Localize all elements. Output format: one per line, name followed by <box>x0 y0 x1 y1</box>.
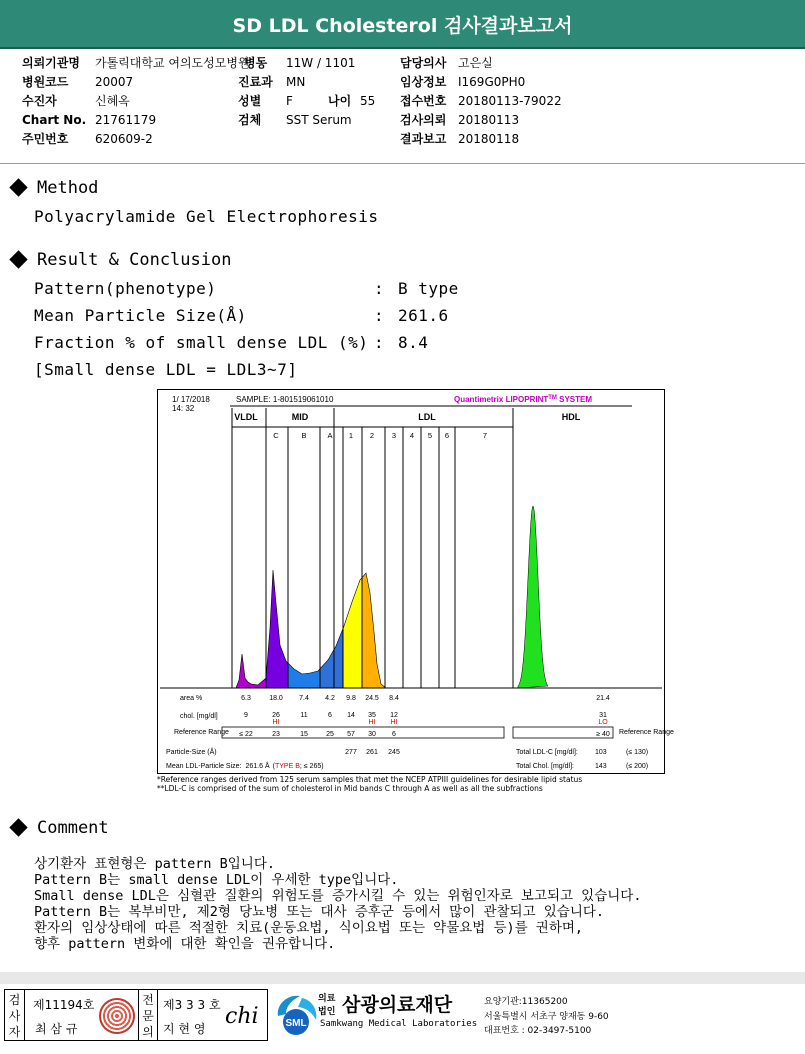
receipt-label: 접수번호 <box>400 94 447 108</box>
receipt-value: 20180113-79022 <box>458 94 562 108</box>
chol-flag-6: HI <box>390 719 398 726</box>
ref-value-1: 23 <box>272 731 280 738</box>
request-value: 20180113 <box>458 113 520 127</box>
lipoprint-chart-svg <box>158 390 674 773</box>
particle-size-label: Particle-Size (Å) <box>166 749 217 756</box>
result-heading <box>10 250 231 270</box>
chol-flag-1: HI <box>272 719 280 726</box>
age-field <box>328 92 376 111</box>
mean-size-label: Mean Particle Size(Å) <box>34 306 247 325</box>
total-ldl-value: 103 <box>595 749 607 756</box>
patient-info <box>0 54 805 150</box>
diamond-bullet-icon <box>9 178 27 196</box>
ref-label <box>174 729 229 736</box>
examiner-license: 제11194호 <box>33 998 95 1012</box>
doctor-label: 담당의사 <box>400 56 447 70</box>
clinical-value: I169G0PH0 <box>458 75 526 89</box>
pattern-value: B type <box>398 279 459 298</box>
chol-value-3: 6 <box>328 712 332 719</box>
chart-brand-suffix: SYSTEM <box>556 395 593 404</box>
examiner-vertical: 검사자 <box>5 990 25 1040</box>
chol-value-1: 26 <box>272 712 280 719</box>
title-underline <box>0 47 805 49</box>
ref-value-4: 57 <box>347 731 355 738</box>
mean-ldl-label: Mean LDL-Particle Size: <box>166 763 242 770</box>
sdldl-note: [Small dense LDL = LDL3~7] <box>34 360 298 379</box>
area-value-1: 18.0 <box>269 695 283 702</box>
specialist-license: 제3 3 3 호 <box>163 998 221 1012</box>
report-date-field <box>400 130 520 149</box>
group-mid: MID <box>291 412 309 422</box>
comment-heading <box>10 818 109 838</box>
area-value-3: 4.2 <box>325 695 335 702</box>
particle-size-2: 245 <box>388 749 400 756</box>
chart-no-field <box>22 111 157 130</box>
institution-value: 가톨릭대학교 여의도성모병원 <box>95 56 250 70</box>
footer-divider <box>0 972 805 984</box>
band-4: 4 <box>409 431 415 440</box>
ldl1-fill <box>343 578 362 688</box>
foundation-name-ko: 삼광의료재단 <box>342 994 453 1016</box>
corp-prefix-top: 의료 <box>318 994 336 1004</box>
clinical-label: 임상정보 <box>400 75 447 89</box>
request-field <box>400 111 520 130</box>
ref-value-5: 30 <box>368 731 376 738</box>
examinee-field <box>22 92 130 111</box>
chart-time: 14: 32 <box>172 404 195 413</box>
chol-flag-5: HI <box>368 719 376 726</box>
chol-value-5: 35 <box>368 712 376 719</box>
lipoprint-chart <box>157 389 674 774</box>
band-3: 3 <box>391 431 397 440</box>
area-value-7: 21.4 <box>596 695 610 702</box>
chart-table <box>166 695 674 770</box>
chol-label: chol. [mg/dl] <box>180 713 218 720</box>
method-heading-text: Method <box>37 178 99 198</box>
id-label: 주민번호 <box>22 132 69 146</box>
area-value-6: 8.4 <box>389 695 399 702</box>
age-value: 55 <box>360 94 376 108</box>
specialist-vertical: 전문의 <box>138 990 158 1040</box>
total-chol-value: 143 <box>595 763 607 770</box>
comment-line-2: Pattern B는 small dense LDL이 우세한 type입니다. <box>34 872 399 888</box>
foundation-name-en: Samkwang Medical Laboratories <box>320 1019 478 1029</box>
mean-size-colon: : <box>374 306 385 325</box>
chol-value-2: 11 <box>300 712 308 719</box>
logo-text: SML <box>285 1018 307 1029</box>
chol-value-4: 14 <box>347 712 355 719</box>
dept-value: MN <box>286 75 306 89</box>
chart-plot-area <box>236 506 548 688</box>
mean-ldl-value: 261.6 Å <box>245 763 270 770</box>
foundation-phone: 대표번호 : 02-3497-5100 <box>484 1026 592 1036</box>
age-label: 나이 <box>328 94 352 108</box>
band-5: 5 <box>427 431 433 440</box>
pattern-colon: : <box>374 279 385 298</box>
particle-size-1: 261 <box>366 749 378 756</box>
hospital-code-field <box>22 73 134 92</box>
method-text: Polyacrylamide Gel Electrophoresis <box>34 207 379 226</box>
method-heading <box>10 178 98 198</box>
sml-logo-icon <box>272 990 320 1038</box>
ref-label-text: Reference Range <box>174 729 229 736</box>
report-date-label: 결과보고 <box>400 132 447 146</box>
chol-values <box>244 712 607 719</box>
ref-value-7: ≥ 40 <box>596 731 610 738</box>
result-heading-text: Result & Conclusion <box>37 250 232 270</box>
comment-line-3: Small dense LDL은 심혈관 질환의 위험도를 증가시킬 수 있는 위험인자로 보고되고 있습니다. <box>34 888 642 904</box>
group-hdl: HDL <box>561 412 581 422</box>
fraction-value: 8.4 <box>398 333 429 352</box>
corp-prefix <box>318 993 335 1019</box>
area-values <box>241 695 610 702</box>
ldl2-fill <box>362 573 385 688</box>
mean-ldl-line: Mean LDL-Particle Size: 261.6 Å (TYPE B; ≤ 265) <box>166 763 324 770</box>
group-ldl: LDL <box>418 412 436 422</box>
chart-sample: SAMPLE: 1-801519061010 <box>236 395 334 404</box>
sex-label: 성별 <box>238 94 262 108</box>
band-2: 2 <box>369 431 375 440</box>
mid-b-fill <box>288 663 320 688</box>
chart-brand-name: Quantimetrix LIPOPRINT <box>454 395 549 404</box>
area-label: area % <box>180 695 203 702</box>
ref-value-0: ≤ 22 <box>239 731 253 738</box>
ref-value-6: 6 <box>392 731 396 738</box>
report-title: SD LDL Cholesterol 검사결과보고서 <box>0 0 805 47</box>
chart-note-1: *Reference ranges derived from 125 serum samples that met the NCEP ATPIII guidelines for desirable lipid status <box>157 775 583 784</box>
band-c: C <box>273 431 279 440</box>
id-value: 620609-2 <box>95 132 153 146</box>
chart-notes <box>157 775 677 793</box>
hospital-code-label: 병원코드 <box>22 75 69 89</box>
specimen-field <box>238 111 352 130</box>
doctor-field <box>400 54 493 73</box>
comment-line-4: Pattern B는 복부비만, 제2형 당뇨병 또는 대사 증후군 등에서 많이 관찰되고 있습니다. <box>34 904 605 920</box>
diamond-bullet-icon <box>9 250 27 268</box>
ref-values <box>239 731 610 738</box>
mean-ldl-ref: ; ≤ 265 <box>299 763 322 770</box>
fraction-colon: : <box>374 333 385 352</box>
ward-value: 11W / 1101 <box>286 56 356 70</box>
band-6: 6 <box>444 431 450 440</box>
pattern-label: Pattern(phenotype) <box>34 279 217 298</box>
area-value-4: 9.8 <box>346 695 356 702</box>
area-value-0: 6.3 <box>241 695 251 702</box>
dept-label: 진료과 <box>238 75 273 89</box>
ref-value-3: 25 <box>326 731 334 738</box>
specimen-label: 검체 <box>238 113 262 127</box>
chart-brand <box>454 395 592 404</box>
mean-size-value: 261.6 <box>398 306 449 325</box>
seal-icon <box>99 998 135 1034</box>
area-value-5: 24.5 <box>365 695 379 702</box>
chart-date: 1/ 17/2018 <box>172 395 210 404</box>
total-ldl-ref: (≤ 130) <box>626 749 649 756</box>
chol-value-0: 9 <box>244 712 248 719</box>
band-a: A <box>327 431 333 440</box>
chol-flags <box>273 719 609 726</box>
total-chol-label: Total Chol. [mg/dl]: <box>516 763 574 770</box>
sex-field <box>238 92 293 111</box>
chol-flag-7: LO <box>598 719 608 726</box>
ref-right-label: Reference Range <box>619 729 674 736</box>
sex-value: F <box>286 94 293 108</box>
id-field <box>22 130 153 149</box>
ward-label: 병동 <box>244 56 268 70</box>
hdl-peak <box>518 506 548 688</box>
chol-value-6: 12 <box>390 712 398 719</box>
clinical-field <box>400 73 526 92</box>
particle-size-0: 277 <box>345 749 357 756</box>
band-1: 1 <box>348 431 354 440</box>
diamond-bullet-icon <box>9 818 27 836</box>
comment-line-5: 환자의 임상상태에 따른 적절한 치료(운동요법, 식이요법 또는 약물요법 등)를 권하며, <box>34 920 584 936</box>
corp-prefix-bottom: 법인 <box>318 1007 336 1017</box>
band-7: 7 <box>482 431 488 440</box>
signature-mark: chi <box>225 1004 259 1029</box>
chart-brand-tm: TM <box>548 395 557 401</box>
receipt-field <box>400 92 562 111</box>
examinee-label: 수진자 <box>22 94 57 108</box>
report-date-value: 20180118 <box>458 132 520 146</box>
hospital-code-value: 20007 <box>95 75 134 89</box>
mean-ldl-type: TYPE B <box>274 763 300 770</box>
chart-no-label: Chart No. <box>22 113 87 127</box>
chart-note-2: **LDL-C is comprised of the sum of cholesterol in Mid bands C through A as well as all the subfractions <box>157 784 543 793</box>
total-chol-ref: (≤ 200) <box>626 763 649 770</box>
info-divider <box>0 163 805 164</box>
band-b: B <box>301 431 307 440</box>
comment-heading-text: Comment <box>37 818 109 838</box>
signature-box <box>4 989 268 1041</box>
group-vldl: VLDL <box>234 412 258 422</box>
comment-line-6: 향후 pattern 변화에 대한 확인을 권유합니다. <box>34 936 336 952</box>
fraction-label: Fraction % of small dense LDL (%) <box>34 333 369 352</box>
request-label: 검사의뢰 <box>400 113 447 127</box>
examinee-value: 신혜옥 <box>95 94 130 108</box>
mid-c-fill <box>266 570 288 688</box>
vldl-fill <box>236 654 266 688</box>
ref-value-2: 15 <box>300 731 308 738</box>
ward-field <box>244 54 356 73</box>
specialist-name: 지 현 영 <box>163 1022 206 1036</box>
foundation-address: 서울특별시 서초구 양재동 9-60 <box>484 1012 609 1022</box>
particle-size-values <box>345 749 400 756</box>
chart-no-value: 21761179 <box>95 113 157 127</box>
examiner-name: 최 삼 규 <box>35 1022 78 1036</box>
area-value-2: 7.4 <box>299 695 309 702</box>
dept-field <box>238 73 306 92</box>
total-ldl-label: Total LDL-C [mg/dl]: <box>516 749 578 756</box>
specimen-value: SST Serum <box>286 113 352 127</box>
ref-box-ldl <box>222 727 504 738</box>
comment-line-1: 상기환자 표현형은 pattern B입니다. <box>34 856 275 872</box>
institution-field <box>22 54 250 73</box>
institution-label: 의뢰기관명 <box>22 56 80 70</box>
foundation-code: 요양기관:11365200 <box>484 997 568 1007</box>
doctor-value: 고은실 <box>458 56 493 70</box>
chol-value-7: 31 <box>599 712 607 719</box>
